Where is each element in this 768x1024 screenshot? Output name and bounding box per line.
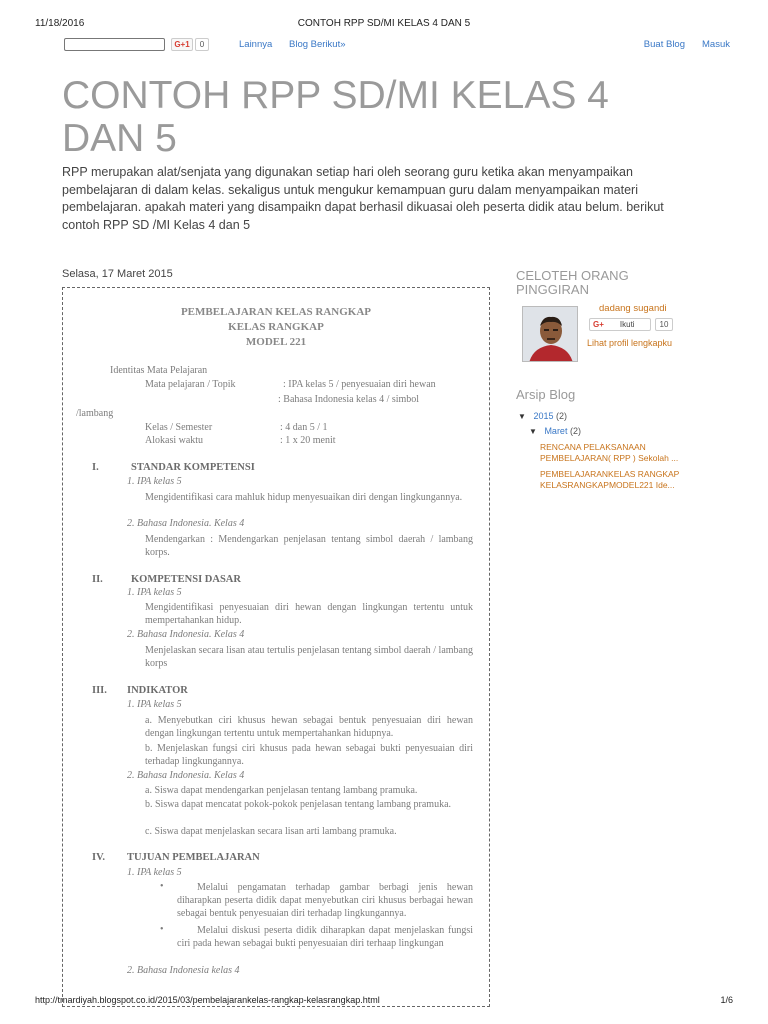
profile-name-link[interactable]: dadang sugandi	[599, 303, 667, 314]
google-plus-icon: G+	[593, 320, 604, 329]
profile-widget-title: CELOTEH ORANG PINGGIRAN	[516, 268, 629, 297]
print-date: 11/18/2016	[35, 18, 85, 29]
section-2-num: II.	[92, 574, 103, 585]
kelas-value: : 4 dan 5 / 1	[280, 422, 328, 433]
section-1-num: I.	[92, 462, 99, 473]
bullet-2-icon: •	[160, 924, 164, 935]
archive-post-link[interactable]: PEMBELAJARANKELAS RANGKAP KELASRANGKAPMODEL221 Ide...	[540, 469, 680, 490]
print-url: http://tmardiyah.blogspot.co.id/2015/03/pembelajarankelas-rangkap-kelasrangkap.html	[35, 995, 380, 1005]
profile-avatar[interactable]	[522, 306, 578, 362]
kelas-label: Kelas / Semester	[145, 422, 213, 433]
archive-widget-title: Arsip Blog	[516, 387, 576, 402]
s1-item-1: 1. IPA kelas 5	[127, 476, 182, 487]
print-header	[35, 18, 733, 32]
login-link[interactable]: Masuk	[702, 39, 730, 50]
google-plus-button[interactable]: G+1	[171, 38, 193, 51]
next-blog-link[interactable]: Blog Berikut»	[289, 39, 346, 50]
s3-point-a: a. Menyebutkan ciri khusus hewan sebagai bentuk penyesuaian diri hewan dengan lingkungan tertentu untuk mempertahankan hidupnya.	[145, 715, 473, 739]
post-content	[62, 287, 490, 1007]
follow-count: 10	[655, 318, 673, 331]
s3-point-a2: a. Siswa dapat mendengarkan penjelasan tentang lambang pramuka.	[145, 785, 418, 796]
bullet-1-icon: •	[160, 881, 164, 892]
archive-year-count: (2)	[555, 411, 567, 421]
s1-text-2: Mendengarkan : Mendengarkan penjelasan tentang simbol daerah / lambang korps.	[145, 534, 473, 558]
s3-point-b: b. Menjelaskan fungsi ciri khusus pada hewan sebagai bukti penyesuaian diri terhadap lingkungannya.	[145, 743, 473, 767]
archive-month-link[interactable]: Maret	[544, 426, 568, 436]
archive-year-link[interactable]: 2015	[533, 411, 554, 421]
mapel-value-1: : IPA kelas 5 / penyesuaian diri hewan	[283, 379, 436, 390]
s1-text-1: Mengidentifikasi cara mahluk hidup menyesuaikan diri dengan lingkungannya.	[145, 492, 463, 503]
google-plus-count: 0	[195, 38, 209, 51]
print-footer	[35, 995, 733, 1009]
s3-item-1: 1. IPA kelas 5	[127, 699, 182, 710]
s3-item-2: 2. Bahasa Indonesia. Kelas 4	[127, 770, 245, 781]
section-1-title: STANDAR KOMPETENSI	[131, 462, 255, 473]
full-profile-link[interactable]: Lihat profil lengkapku	[587, 338, 673, 348]
s4-item-2: 2. Bahasa Indonesia kelas 4	[127, 965, 240, 976]
blog-description: RPP merupakan alat/senjata yang digunakan setiap hari oleh seorang guru ketika akan menyampaikan pembelajaran di dalam kelas. sekaligus untuk mengukur kemampuan guru dalam menyampaikan materi pembelajaran. apakah materi yang disampaikn dapat berhasil dikuasai oleh peserta didik atau belum. berikut contoh RPP SD /MI Kelas 4 dan 5	[62, 165, 664, 232]
s2-item-1: 1. IPA kelas 5	[127, 587, 182, 598]
avatar-photo-icon	[523, 307, 578, 362]
archive-post-link[interactable]: RENCANA PELAKSANAAN PEMBELAJARAN( RPP ) Sekolah ...	[540, 442, 679, 463]
s3-point-b2: b. Siswa dapat mencatat pokok-pokok penjelasan tentang lambang pramuka.	[145, 799, 452, 810]
s1-item-2: 2. Bahasa Indonesia. Kelas 4	[127, 518, 245, 529]
s4-item-1: 1. IPA kelas 5	[127, 867, 182, 878]
archive-month[interactable]	[529, 426, 581, 436]
identitas-title: Identitas Mata Pelajaran	[110, 365, 208, 376]
doc-heading-2: KELAS RANGKAP	[228, 321, 324, 333]
s4-bullet-1: Melalui pengamatan terhadap gambar berbagi jenis hewan diharapkan peserta didik dapat menyebutkan ciri khusus berbagai hewan sebagai bentuk penyesuaian diri terhadap lingkungannya.	[177, 882, 473, 919]
s2-item-2: 2. Bahasa Indonesia. Kelas 4	[127, 629, 245, 640]
waktu-value: : 1 x 20 menit	[280, 435, 336, 446]
more-link[interactable]: Lainnya	[239, 39, 273, 50]
blog-title[interactable]: CONTOH RPP SD/MI KELAS 4 DAN 5	[62, 74, 609, 160]
s2-text-2: Menjelaskan secara lisan atau tertulis penjelasan tentang simbol daerah / lambang korps	[145, 645, 473, 669]
print-title: CONTOH RPP SD/MI KELAS 4 DAN 5	[297, 18, 471, 29]
doc-heading-3: MODEL 221	[245, 336, 307, 348]
post-date: Selasa, 17 Maret 2015	[62, 268, 173, 280]
navbar-search-input[interactable]	[64, 38, 165, 51]
section-3-title: INDIKATOR	[127, 685, 188, 696]
mapel-value-3: /lambang	[76, 408, 114, 419]
section-2-title: KOMPETENSI DASAR	[131, 574, 241, 585]
waktu-label: Alokasi waktu	[145, 435, 204, 446]
s4-bullet-2: Melalui diskusi peserta didik diharapkan dapat menjelaskan fungsi ciri pada hewan sebagai bukti penyesuaian diri terhaap lingkungan	[177, 925, 473, 949]
create-blog-link[interactable]: Buat Blog	[643, 39, 685, 50]
section-3-num: III.	[92, 685, 107, 696]
follow-label: Ikuti	[619, 320, 635, 329]
expand-triangle-icon[interactable]: ▼	[518, 412, 526, 421]
print-page-number: 1/6	[720, 995, 733, 1005]
doc-heading-1: PEMBELAJARAN KELAS RANGKAP	[180, 306, 372, 318]
expand-triangle-icon[interactable]: ▼	[529, 427, 537, 436]
archive-month-count: (2)	[569, 426, 581, 436]
mapel-label: Mata pelajaran / Topik	[145, 379, 236, 390]
section-4-title: TUJUAN PEMBELAJARAN	[127, 852, 260, 863]
section-4-num: IV.	[92, 852, 105, 863]
blogger-navbar	[62, 36, 730, 54]
mapel-value-2: : Bahasa Indonesia kelas 4 / simbol	[278, 394, 420, 405]
follow-button[interactable]	[589, 318, 651, 331]
archive-year[interactable]	[518, 411, 567, 421]
s3-point-c2: c. Siswa dapat menjelaskan secara lisan arti lambang pramuka.	[145, 826, 397, 837]
s2-text-1: Mengidentifikasi penyesuaian diri hewan dengan lingkungan tertentu untuk mempertahankan hidup.	[145, 602, 473, 626]
